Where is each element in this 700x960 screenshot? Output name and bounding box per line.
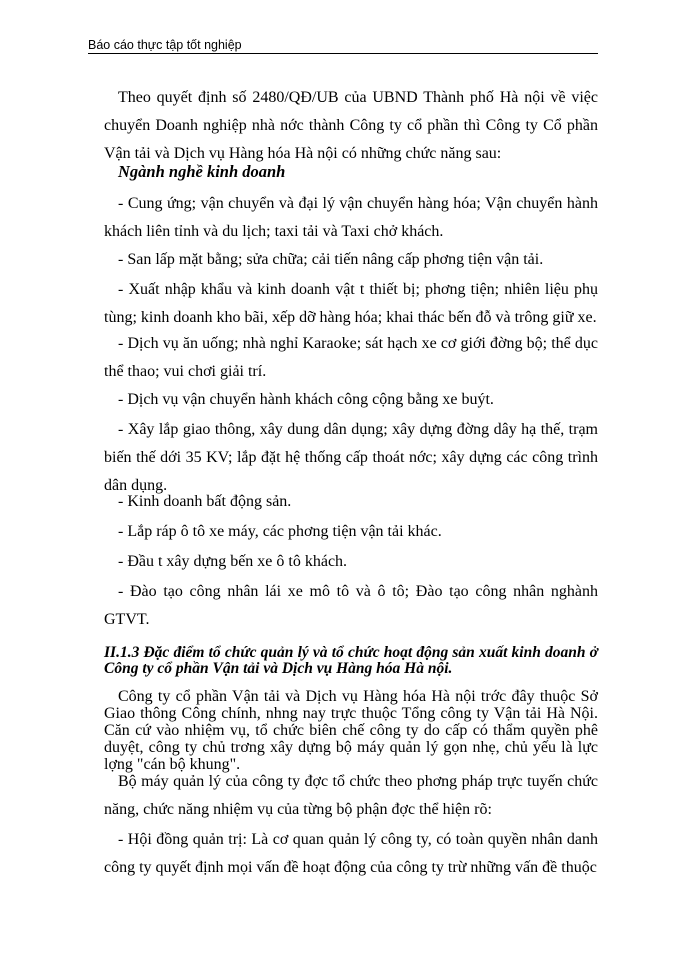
intro-paragraph: Theo quyết định số 2480/QĐ/UB của UBND Thành phố Hà nội về việc chuyển Doanh nghiệp nhà nớc thành Công ty cổ phần thì Công ty Cổ phần Vận tải và Dịch vụ Hàng hóa Hà nội có những chức năng sau: — [104, 89, 598, 162]
business-item-3: - Xuất nhập khẩu và kinh doanh vật t thiết bị; phơng tiện; nhiên liệu phụ tùng; kinh doanh kho bãi, xếp dỡ hàng hóa; khai thác bến đỗ và trông giữ xe. — [104, 281, 598, 326]
business-item-8: - Lắp ráp ô tô xe máy, các phơng tiện vận tải khác. — [118, 523, 442, 540]
section-paragraph-2: Bộ máy quản lý của công ty đợc tổ chức theo phơng pháp trực tuyến chức năng, chức năng nhiệm vụ của từng bộ phận đợc thể hiện rõ: — [104, 773, 598, 818]
section-paragraph-1: Công ty cổ phần Vận tải và Dịch vụ Hàng hóa Hà nội trớc đây thuộc Sở Giao thông Công chính, nhng nay trực thuộc Tổng công ty Vận tải Hà Nội. Căn cứ vào nhiệm vụ, tổ chức biên chế công ty do cấp có thẩm quyền phê duyệt, công ty chủ trơng xây dựng bộ máy quản lý gọn nhẹ, chủ yếu là lực lợng "cán bộ khung". — [104, 688, 598, 773]
business-item-10: - Đào tạo công nhân lái xe mô tô và ô tô; Đào tạo công nhân nghành GTVT. — [104, 583, 598, 628]
business-item-1: - Cung ứng; vận chuyển và đại lý vận chuyển hàng hóa; Vận chuyển hành khách liên tỉnh và du lịch; taxi tải và Taxi chở khách. — [104, 195, 598, 240]
business-item-2: - San lấp mặt bằng; sửa chữa; cải tiến nâng cấp phơng tiện vận tải. — [118, 251, 544, 268]
business-heading: Ngành nghề kinh doanh — [118, 162, 286, 181]
business-item-7: - Kinh doanh bất động sản. — [118, 493, 292, 510]
business-item-9: - Đầu t xây dựng bến xe ô tô khách. — [118, 553, 348, 570]
section-heading: II.1.3 Đặc điểm tổ chức quản lý và tổ chức hoạt động sản xuất kinh doanh ở Công ty cổ phần Vận tải và Dịch vụ Hàng hóa Hà nội. — [104, 644, 598, 677]
page-header: Báo cáo thực tập tốt nghiệp — [88, 38, 598, 54]
business-item-5: - Dịch vụ vận chuyển hành khách công cộng bằng xe buýt. — [118, 391, 494, 408]
business-item-4: - Dịch vụ ăn uống; nhà nghỉ Karaoke; sát hạch xe cơ giới đờng bộ; thể dục thể thao; vui chơi giải trí. — [104, 335, 598, 380]
section-paragraph-3: - Hội đồng quản trị: Là cơ quan quản lý công ty, có toàn quyền nhân danh công ty quyết định mọi vấn đề hoạt động của công ty trừ những vấn đề thuộc — [104, 831, 598, 876]
business-item-6: - Xây lắp giao thông, xây dung dân dụng; xây dựng đờng dây hạ thế, trạm biến thế dới 35 KV; lắp đặt hệ thống cấp thoát nớc; xây dựng các công trình dân dụng. — [104, 421, 598, 494]
